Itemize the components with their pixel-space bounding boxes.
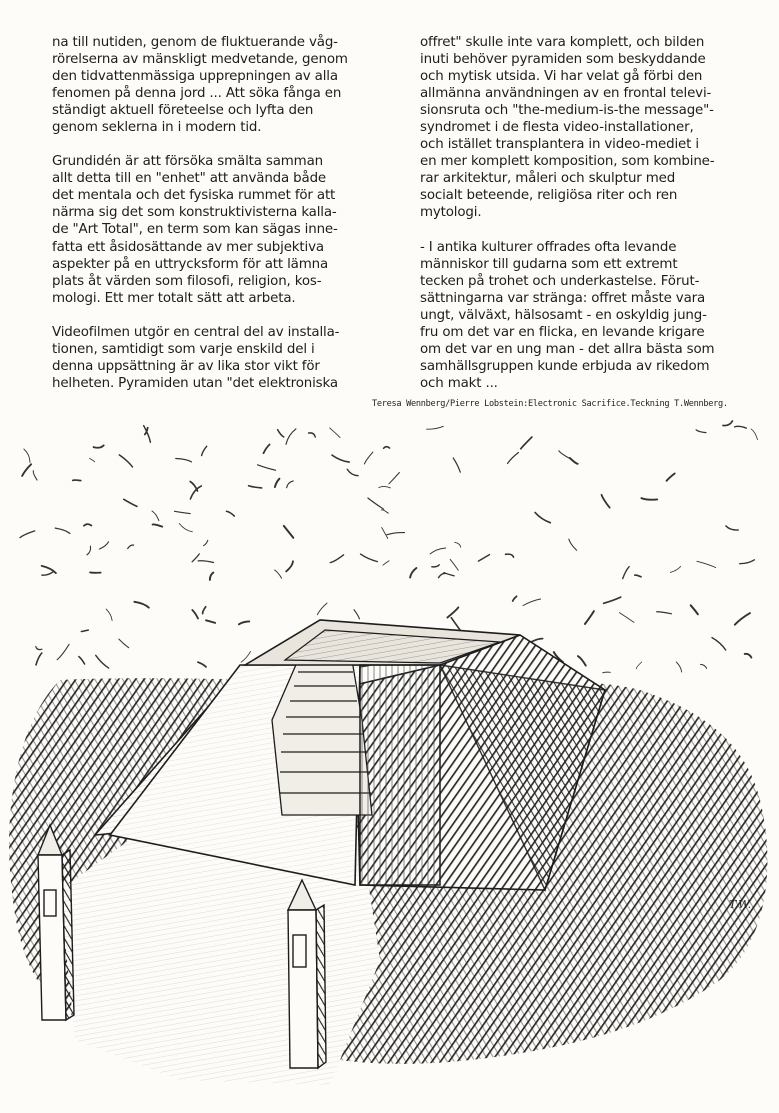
pen-stroke [619,613,634,623]
pen-stroke [740,560,755,564]
pen-stroke [382,528,388,539]
pen-stroke [202,446,207,455]
pen-stroke [128,545,134,549]
pen-stroke [249,486,262,488]
pen-stroke [286,561,293,571]
pen-stroke [521,437,532,449]
pen-stroke [204,540,208,545]
pen-stroke [96,655,109,668]
pen-stroke [332,455,349,462]
pen-stroke [389,473,400,484]
pen-stroke [84,524,92,526]
pen-stroke [134,602,149,608]
paragraph: - I antika kulturer offrades ofta levande människor till gudarna som ett extremt tecken på trohet och underkastelse. Förut- sättningarna var stränga: offret måste vara ungt, välväxt, hälsosamt - en oskyldig jung- fru om det var en flicka, en levande krigare om det var en ung man - det allra bästa som samhällsgruppen kunde erbjuda av rikedom och makt ... [420,239,715,391]
pen-stroke [636,662,641,669]
pen-stroke [354,610,360,619]
pen-stroke [99,542,108,549]
pen-stroke [198,561,213,563]
pen-stroke [119,455,132,467]
pen-stroke [602,495,610,508]
pen-stroke [364,452,372,464]
pen-stroke [447,607,458,617]
pen-stroke [450,559,458,570]
pen-stroke [179,523,192,531]
pen-stroke [701,664,707,668]
pen-stroke [726,526,738,530]
pen-stroke [430,548,446,554]
pen-stroke [42,566,56,573]
pen-stroke [578,656,586,666]
pen-stroke [286,429,296,444]
pen-stroke [455,542,461,547]
paragraph: Videofilmen utgör en central del av installa- tionen, samtidigt som varje enskild del i denna uppsättning är av lika stor vikt för helheten. Pyramiden utan "det elektroniska [52,324,340,391]
pen-stroke [379,486,391,488]
pen-stroke [42,572,54,576]
pen-stroke [559,451,569,458]
pen-stroke [570,458,578,464]
pen-stroke [604,597,621,603]
pen-stroke [723,421,732,426]
pen-stroke [330,428,340,438]
obelisk-left [38,825,74,1020]
pen-stroke [478,555,489,562]
pen-stroke [227,511,235,516]
pen-stroke [190,482,197,492]
pen-stroke [735,426,747,428]
pen-stroke [73,480,81,481]
pen-stroke [751,429,757,440]
pen-stroke [623,567,630,579]
pen-stroke [106,609,112,620]
pen-stroke [691,605,698,614]
pen-stroke [657,612,672,614]
pen-stroke [508,453,519,464]
pen-stroke [90,458,95,462]
pen-stroke [79,657,85,664]
pen-stroke [697,561,716,567]
pen-stroke [198,662,206,667]
pen-stroke [284,526,294,538]
pen-stroke [258,465,276,470]
pen-stroke [523,599,541,606]
pen-stroke [24,449,30,463]
pen-stroke [667,474,675,481]
pen-stroke [368,498,384,509]
pen-stroke [153,524,163,526]
pen-stroke [36,647,42,650]
pen-stroke [176,459,192,462]
pen-stroke [569,539,577,550]
pen-stroke [735,613,750,625]
pen-stroke [81,630,88,631]
pen-stroke [87,546,91,555]
text-column-left [52,34,382,392]
pen-stroke [278,430,284,437]
figure-caption: Teresa Wennberg/Pierre Lobstein:Electronic Sacrifice.Teckning T.Wennberg. [372,399,728,409]
paragraph: Grundidén är att försöka smälta samman allt detta till en "enhet" att använda både det mentala och det fysiska rummet för att närma sig det som konstruktivisterna kalla- de "Art Total", en term som kan sägas inne- fatta ett åsidosättande av mer subjektiva aspekter på en uttrycksform för att lämna plats åt värden som filosofi, religion, kos- mologi. Ett mer totalt sätt att arbeta. [52,154,338,306]
pen-stroke [275,479,280,487]
pen-stroke [309,433,316,437]
pen-stroke [361,554,378,562]
pen-stroke [384,447,390,449]
pen-stroke [676,662,681,672]
pen-stroke [513,596,517,601]
pen-stroke [264,445,270,454]
pen-stroke [439,573,445,577]
paragraph: na till nutiden, genom de fluktuerande våg- rörelserna av mänskligt medvetande, genom den tidvattenmässiga upprepningen av alla fenomen på denna jord ... Att söka fånga en ständigt aktuell företeelse och lyfta den genom seklerna in i modern tid. [52,35,348,136]
pen-stroke [119,639,129,648]
pen-stroke [20,531,35,538]
pen-stroke [506,554,514,557]
pen-stroke [635,575,641,577]
pen-stroke [239,621,249,624]
pen-stroke [535,513,550,523]
pen-stroke [175,511,191,513]
pen-stroke [36,653,42,665]
pen-stroke [241,651,250,662]
pen-stroke [22,464,31,476]
pyramid-drawing [0,420,779,1113]
pen-stroke [387,533,405,535]
pen-stroke [712,638,726,650]
pen-stroke [453,458,460,472]
pen-stroke [347,469,358,476]
text-column-right [420,34,750,392]
pen-stroke [275,570,282,578]
pen-stroke [192,610,198,619]
pen-stroke [287,481,294,488]
pen-stroke [57,644,69,660]
pen-stroke [696,430,706,433]
pen-stroke [210,573,213,580]
artist-signature: T.W. [729,898,752,911]
pen-stroke [152,511,159,521]
pen-stroke [432,565,439,567]
pen-stroke [124,499,137,506]
pen-stroke [330,555,343,563]
pen-stroke [603,672,611,673]
pen-stroke [206,620,215,623]
pen-stroke [33,471,37,480]
pen-stroke [55,528,70,533]
pen-stroke [94,445,104,447]
pen-stroke [531,639,542,642]
pen-stroke [383,561,389,565]
pen-stroke [427,426,444,429]
pen-stroke [410,568,416,578]
pen-stroke [585,611,594,624]
pen-stroke [641,498,657,500]
pyramid-inner-wall [360,665,440,885]
pen-stroke [382,510,389,513]
pen-stroke [670,567,680,573]
pen-stroke [203,607,206,614]
obelisk-right [288,880,326,1068]
pen-stroke [317,603,327,615]
pen-stroke [745,654,752,658]
paragraph: offret" skulle inte vara komplett, och bilden inuti behöver pyramiden som beskyddande och mytisk utsida. Vi har velat gå förbi den allmänna användningen av en frontal televi- sionsruta och "the-medium-is-the message"- syndromet i de flesta video-installationer, och istället transplantera in video-mediet i en mer komplett komposition, som kombine- rar arkitektur, måleri och skulptur med socialt beteende, religiösa riter och ren mytologi. [420,35,715,221]
